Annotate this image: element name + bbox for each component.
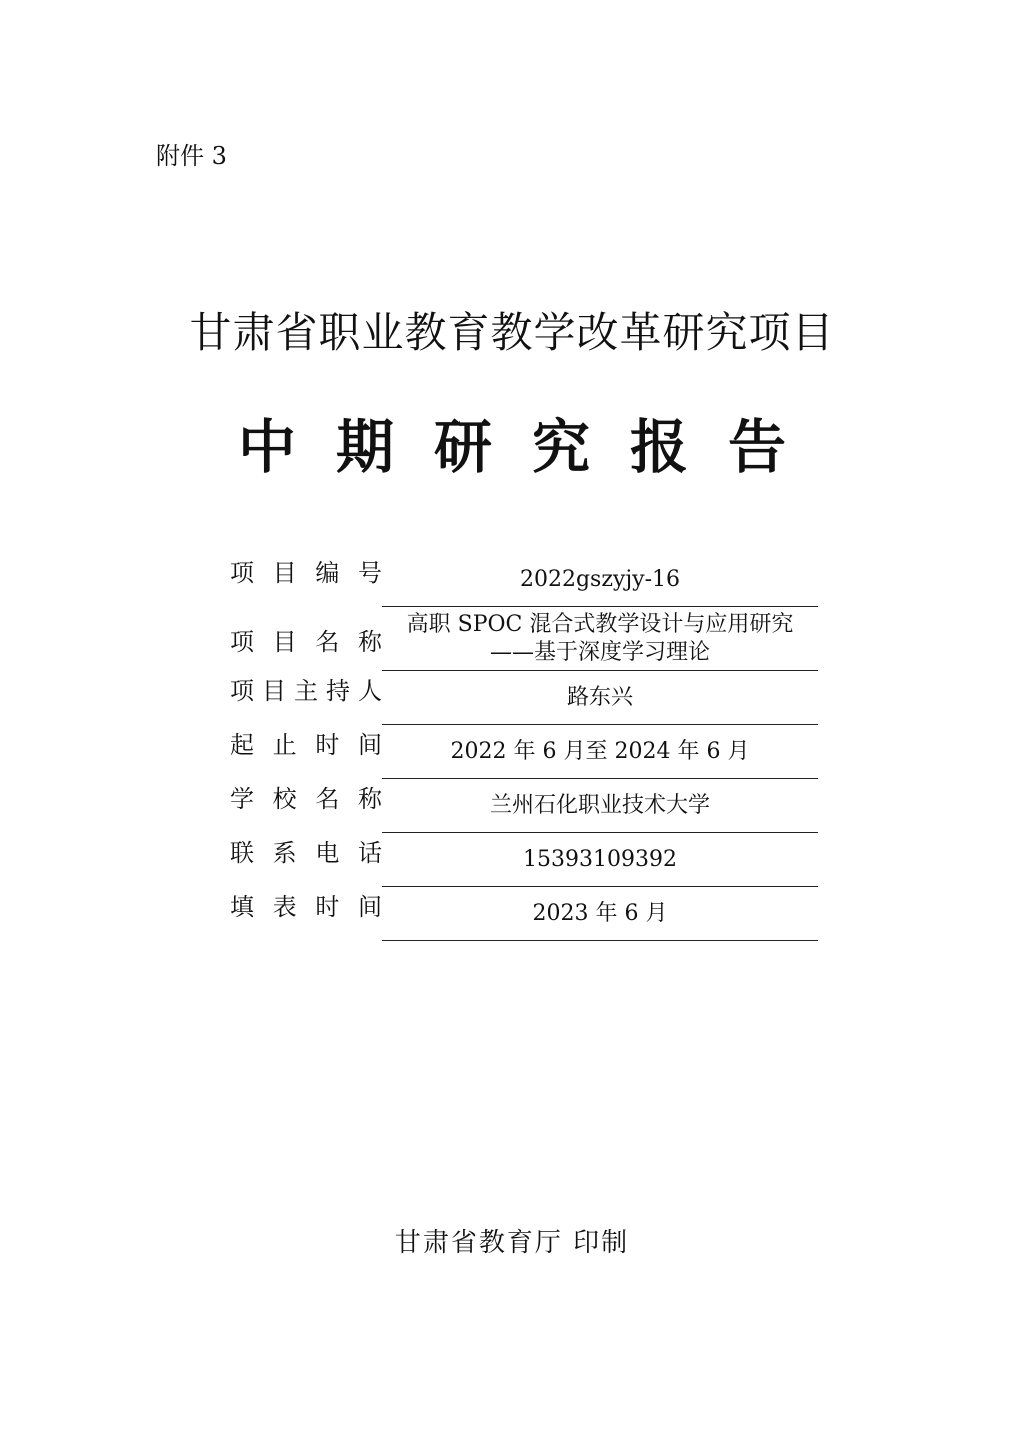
field-value-school: 兰州石化职业技术大学 — [382, 779, 818, 833]
project-name-line2: ——基于深度学习理论 — [489, 639, 710, 665]
field-label: 学校名称 — [230, 785, 382, 813]
field-row-school — [230, 779, 818, 833]
field-value-phone: 15393109392 — [382, 833, 818, 887]
field-label: 项目名称 — [230, 627, 382, 656]
project-info-form — [230, 553, 818, 941]
field-label: 填表时间 — [230, 893, 382, 921]
project-name-line1: 高职 SPOC 混合式教学设计与应用研究 — [406, 611, 794, 637]
field-row-phone — [230, 833, 818, 887]
field-row-period — [230, 725, 818, 779]
field-value-fill-date: 2023 年 6 月 — [382, 887, 818, 941]
report-title: 甘肃省职业教育教学改革研究项目 — [189, 308, 835, 357]
field-value-host: 路东兴 — [382, 671, 818, 725]
report-subtitle: 中期研究报告 — [237, 413, 826, 481]
field-label: 项目编号 — [230, 559, 382, 587]
field-row-fill-date — [230, 887, 818, 941]
field-value-project-number: 2022gszyjy-16 — [382, 553, 818, 607]
field-label: 起止时间 — [230, 731, 382, 759]
attachment-label: 附件 3 — [156, 142, 227, 170]
field-row-host — [230, 671, 818, 725]
field-label: 项目主持人 — [230, 677, 382, 705]
field-value-period: 2022 年 6 月至 2024 年 6 月 — [382, 725, 818, 779]
field-value-project-name — [382, 607, 818, 671]
field-label: 联系电话 — [230, 839, 382, 867]
field-row-project-name — [230, 607, 818, 671]
printer-credit: 甘肃省教育厅 印制 — [394, 1228, 630, 1258]
field-row-project-number — [230, 553, 818, 607]
